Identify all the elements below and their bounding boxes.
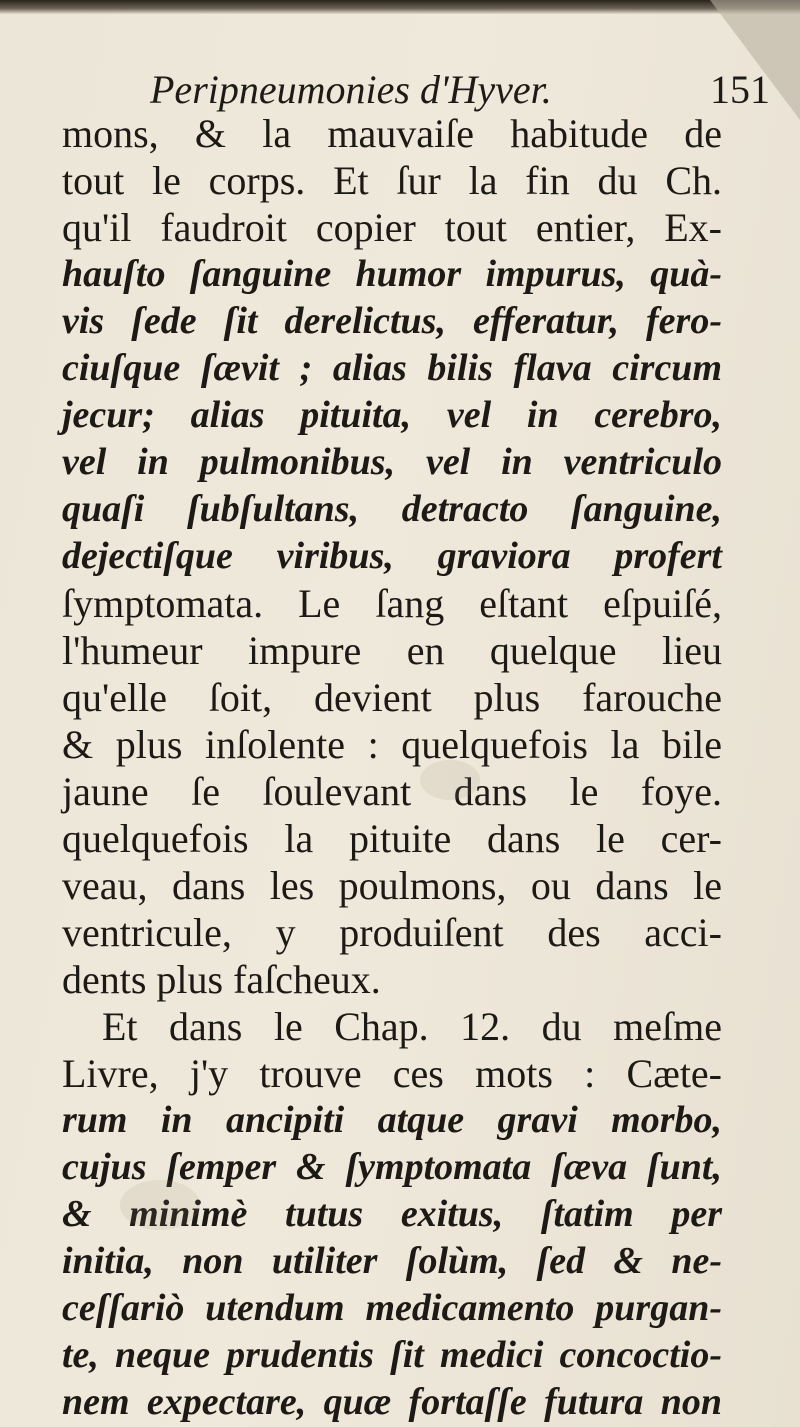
text-line: ciuſque ſævit ; alias bilis flava circum <box>62 347 722 389</box>
text-line: ſymptomata. Le ſang eſtant eſpuiſé, <box>62 581 722 626</box>
text-line: ventricule, y produiſent des acci- <box>62 910 722 955</box>
text-line: mons, & la mauvaiſe habitude de <box>62 111 722 156</box>
running-title: Peripneumonies d'Hyver. <box>150 67 552 112</box>
text-line: dejectiſque viribus, graviora profert <box>62 535 722 577</box>
text-line: jaune ſe ſoulevant dans le foye. <box>62 769 722 814</box>
text-line: quaſi ſubſultans, detracto ſanguine, <box>62 488 722 530</box>
text-line: qu'elle ſoit, devient plus farouche <box>62 675 722 720</box>
text-line: ceſſariò utendum medicamento purgan- <box>62 1287 722 1329</box>
text-line: rum in ancipiti atque gravi morbo, <box>62 1099 722 1141</box>
text-line: hauſto ſanguine humor impurus, quà- <box>62 253 722 295</box>
page-top-edge <box>0 0 800 14</box>
text-line: Et dans le Chap. 12. du meſme <box>102 1004 722 1049</box>
paper-stain <box>120 1180 200 1230</box>
text-line: vis ſede ſit derelictus, efferatur, fero- <box>62 300 722 342</box>
text-line: dents plus faſcheux. <box>62 957 381 1002</box>
text-line: nem expectare, quæ fortaſſe futura non <box>62 1381 722 1423</box>
text-line: quelquefois la pituite dans le cer- <box>62 816 722 861</box>
text-line: tout le corps. Et ſur la fin du Ch. <box>62 158 722 203</box>
paper-stain <box>420 760 480 800</box>
text-line: initia, non utiliter ſolùm, ſed & ne- <box>62 1240 722 1282</box>
text-line: vel in pulmonibus, vel in ventriculo <box>62 441 722 483</box>
text-line: jecur; alias pituita, vel in cerebro, <box>62 394 722 436</box>
page-header <box>150 66 790 116</box>
text-line: & minimè tutus exitus, ſtatim per <box>62 1193 722 1235</box>
text-line: l'humeur impure en quelque lieu <box>62 628 722 673</box>
text-line: cujus ſemper & ſymptomata ſæva ſunt, <box>62 1146 722 1188</box>
text-line: & plus inſolente : quelquefois la bile <box>62 722 722 767</box>
text-line: Livre, j'y trouve ces mots : Cæte- <box>62 1051 722 1096</box>
text-line: te, neque prudentis ſit medici concoctio- <box>62 1334 722 1376</box>
text-line: qu'il faudroit copier tout entier, Ex- <box>62 205 722 250</box>
page-number: 151 <box>710 67 770 112</box>
text-line: veau, dans les poulmons, ou dans le <box>62 863 722 908</box>
